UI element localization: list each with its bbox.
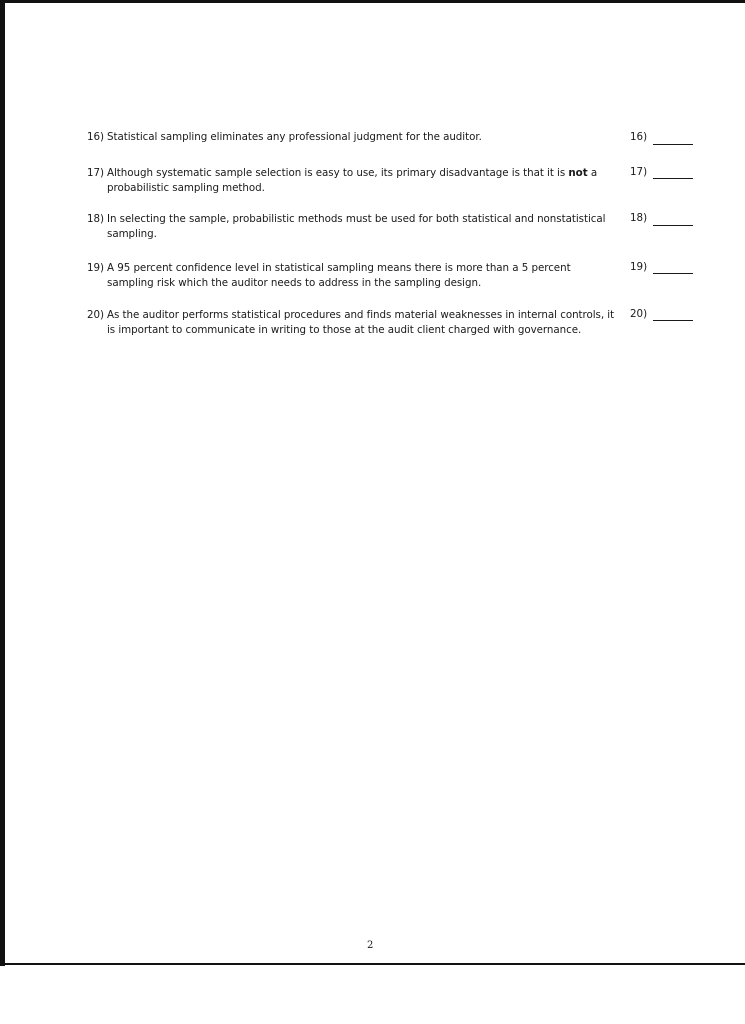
document-page	[5, 3, 745, 963]
question-text: Statistical sampling eliminates any professional judgment for the auditor.	[107, 131, 482, 143]
question-18	[87, 212, 617, 241]
question-number: 17)	[87, 167, 104, 179]
question-16	[87, 130, 617, 145]
page-number: 2	[367, 940, 374, 951]
question-number: 18)	[87, 213, 104, 225]
question-20	[87, 308, 617, 337]
answer-blank-16[interactable]	[653, 144, 693, 145]
question-text: Although systematic sample selection is easy to use, its primary disadvantage is that it is not a probabilistic sampling method.	[107, 167, 598, 194]
emphasis-not: not	[568, 167, 588, 179]
question-text: A 95 percent confidence level in statistical sampling means there is more than a 5 percent sampling risk which the auditor needs to address in the sampling design.	[107, 262, 571, 289]
answer-label-16: 16)	[630, 131, 648, 143]
question-number: 20)	[87, 309, 104, 321]
question-number: 16)	[87, 131, 104, 143]
question-number: 19)	[87, 262, 104, 274]
scan-edge-bottom	[0, 963, 745, 965]
question-19	[87, 261, 617, 290]
answer-blank-17[interactable]	[653, 178, 693, 179]
answer-label-18: 18)	[630, 212, 648, 224]
answer-label-19: 19)	[630, 261, 648, 273]
answer-blank-18[interactable]	[653, 225, 693, 226]
answer-blank-19[interactable]	[653, 273, 693, 274]
question-text: In selecting the sample, probabilistic methods must be used for both statistical and nonstatistical sampling.	[107, 213, 606, 240]
answer-label-17: 17)	[630, 166, 648, 178]
question-17	[87, 166, 617, 195]
question-text: As the auditor performs statistical procedures and finds material weaknesses in internal controls, it is important to communicate in writing to those at the audit client charged with governance.	[107, 309, 615, 336]
answer-blank-20[interactable]	[653, 320, 693, 321]
answer-label-20: 20)	[630, 308, 648, 320]
